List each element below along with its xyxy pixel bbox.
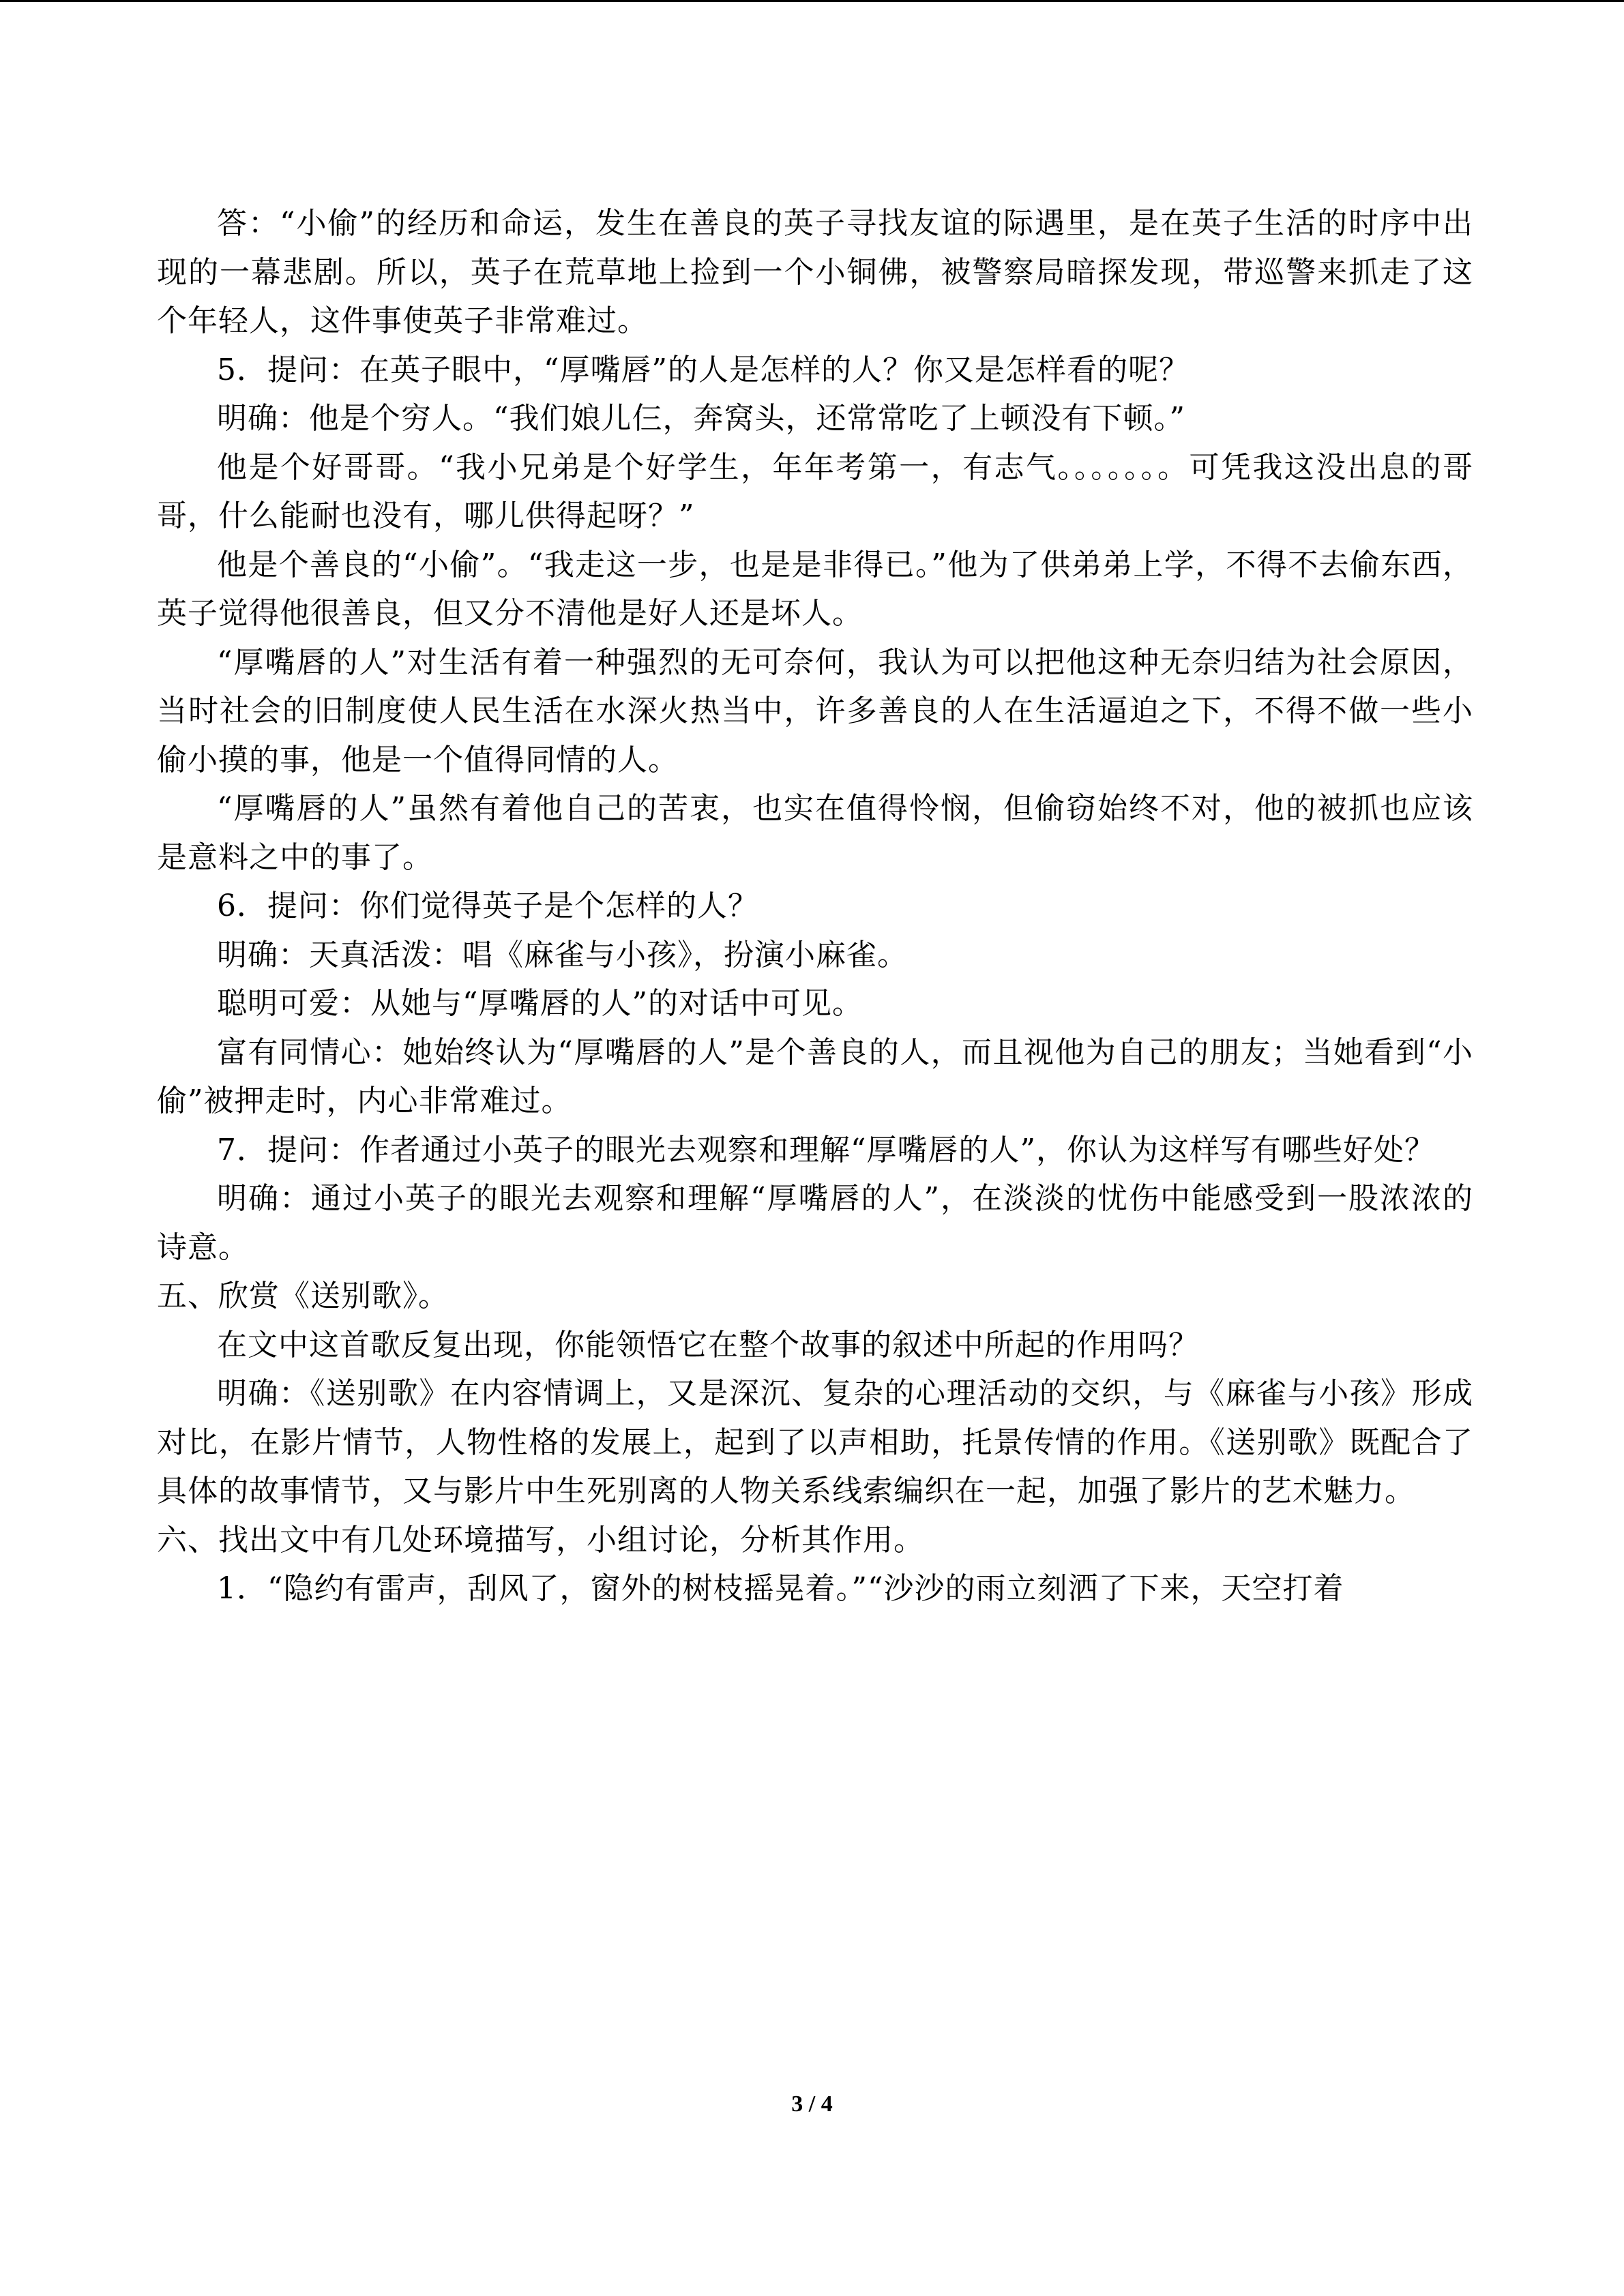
section-heading-farewell-song: 五、欣赏《送别歌》。 [157,1279,449,1313]
page-top-border [0,0,1624,2]
paragraph-environment-1: 1．“隐约有雷声，刮风了，窗外的树枝摇晃着。”“沙沙的雨立刻洒了下来，天空打着 [217,1571,1344,1606]
section-heading-environment: 六、找出文中有几处环境描写，小组讨论，分析其作用。 [157,1522,924,1557]
paragraph-good-brother: 他是个好哥哥。“我小兄弟是个好学生，年年考第一，有志气。。。。。。。可凭我这没出息的哥哥，什么能耐也没有，哪儿供得起呀？” [157,449,1473,533]
paragraph-clarify-poor: 明确：他是个穷人。“我们娘儿仨，奔窝头，还常常吃了上顿没有下顿。” [217,401,1185,436]
paragraph-lively: 明确：天真活泼：唱《麻雀与小孩》，扮演小麻雀。 [217,937,908,972]
document-body [157,199,1473,1613]
paragraph-clarify-poetic: 明确：通过小英子的眼光去观察和理解“厚嘴唇的人”，在淡淡的忧伤中能感受到一股浓浓的诗意。 [157,1181,1473,1265]
paragraph-question-7: 7．提问：作者通过小英子的眼光去观察和理解“厚嘴唇的人”，你认为这样写有哪些好处？ [217,1132,1435,1167]
paragraph-stealing-wrong: “厚嘴唇的人”虽然有着他自己的苦衷，也实在值得怜悯，但偷窃始终不对，他的被抓也应该是意料之中的事了。 [157,791,1473,875]
paragraph-question-5: 5．提问：在英子眼中，“厚嘴唇”的人是怎样的人？你又是怎样看的呢？ [217,352,1190,387]
paragraph-song-clarify: 明确：《送别歌》在内容情调上，又是深沉、复杂的心理活动的交织，与《麻雀与小孩》形成对比，在影片情节，人物性格的发展上，起到了以声相助，托景传情的作用。《送别歌》既配合了具体的故事情节，又与影片中生死别离的人物关系线索编织在一起，加强了影片的艺术魅力。 [157,1376,1473,1508]
page-number: 3 / 4 [791,2091,833,2117]
paragraph-social-reason: “厚嘴唇的人”对生活有着一种强烈的无可奈何，我认为可以把他这种无奈归结为社会原因，当时社会的旧制度使人民生活在水深火热当中，许多善良的人在生活逼迫之下，不得不做一些小偷小摸的事，他是一个值得同情的人。 [157,644,1473,777]
paragraph-kind-thief: 他是个善良的“小偷”。“我走这一步，也是是非得已。”他为了供弟弟上学，不得不去偷东西，英子觉得他很善良，但又分不清他是好人还是坏人。 [157,547,1473,631]
paragraph-answer: 答：“小偷”的经历和命运，发生在善良的英子寻找友谊的际遇里，是在英子生活的时序中出现的一幕悲剧。所以，英子在荒草地上捡到一个小铜佛，被警察局暗探发现，带巡警来抓走了这个年轻人，这件事使英子非常难过。 [157,206,1473,338]
paragraph-question-6: 6．提问：你们觉得英子是个怎样的人？ [217,889,758,923]
paragraph-song-question: 在文中这首歌反复出现，你能领悟它在整个故事的叙述中所起的作用吗？ [217,1327,1199,1362]
paragraph-clever: 聪明可爱：从她与“厚嘴唇的人”的对话中可见。 [217,986,863,1021]
paragraph-sympathy: 富有同情心：她始终认为“厚嘴唇的人”是个善良的人，而且视他为自己的朋友；当她看到“小偷”被押走时，内心非常难过。 [157,1034,1473,1118]
